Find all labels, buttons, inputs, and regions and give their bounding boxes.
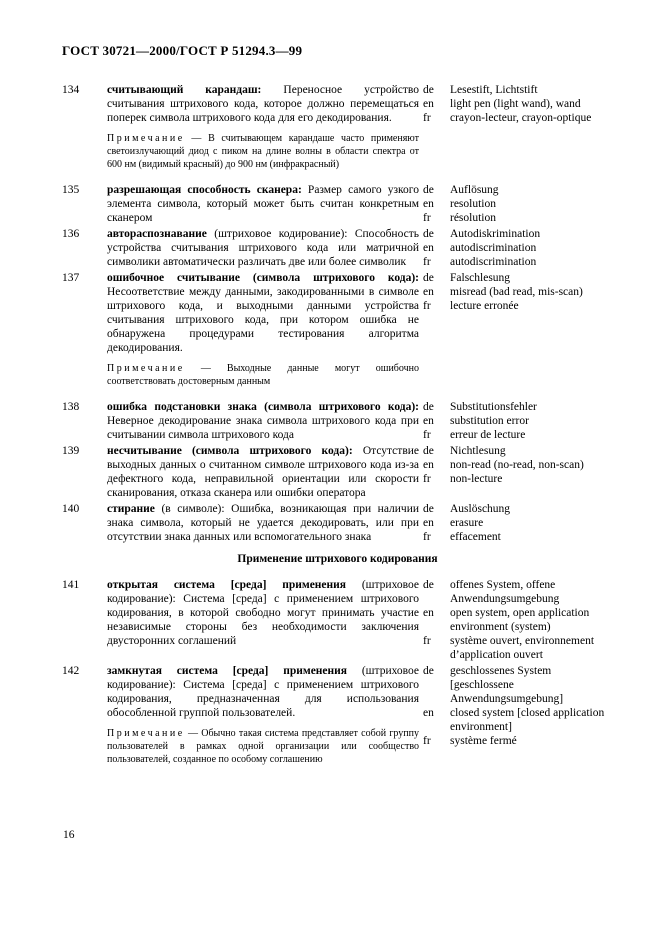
- term-note: [107, 727, 419, 766]
- term-entry-140: [62, 502, 613, 544]
- language-code: en: [423, 98, 434, 110]
- definition-text: Способность устройства считывания штрихового кода или матричной символики автоматически различать две или более символик: [107, 228, 419, 268]
- term-entry-137: [62, 271, 613, 398]
- term-body: [107, 578, 419, 662]
- term-title: считывающий карандаш:: [107, 84, 262, 96]
- translation-row: [423, 444, 613, 458]
- language-code: fr: [423, 429, 431, 441]
- translation-row: [423, 211, 613, 225]
- language-code: en: [423, 242, 434, 254]
- term-definition: [107, 83, 419, 125]
- translation-row: [423, 400, 613, 414]
- term-entry-139: [62, 444, 613, 500]
- language-code: de: [423, 665, 434, 677]
- term-entry-135: [62, 183, 613, 225]
- translation-row: [423, 530, 613, 544]
- note-text: — В считывающем карандаше часто применяют светоизлучающий диод с пиком на длине волны в области спектра от 600 нм (видимый красный) до 900 нм (инфракрасный): [107, 133, 420, 170]
- term-entry-142: [62, 664, 613, 776]
- translation-row: [423, 706, 613, 734]
- language-code: de: [423, 84, 434, 96]
- language-code: en: [423, 286, 434, 298]
- language-code: de: [423, 228, 434, 240]
- term-body: [107, 271, 419, 398]
- translation-text: Auflösung: [450, 184, 499, 196]
- term-body: [107, 444, 419, 500]
- term-title: открытая система [среда] применения: [107, 579, 347, 591]
- translation-row: [423, 634, 613, 662]
- translation-text: autodiscrimination: [450, 242, 537, 254]
- definition-text: Неверное декодирование знака символа штрихового кода при считывании символа штрихового кода: [107, 415, 419, 441]
- language-code: fr: [423, 112, 431, 124]
- term-definition: [107, 271, 419, 355]
- language-code: fr: [423, 212, 431, 224]
- language-code: en: [423, 607, 434, 619]
- term-body: [107, 83, 419, 181]
- term-title: автораспознавание: [107, 228, 207, 240]
- translation-row: [423, 97, 613, 111]
- translation-row: [423, 83, 613, 97]
- term-body: [107, 664, 419, 776]
- language-code: de: [423, 184, 434, 196]
- term-title: стирание: [107, 503, 155, 515]
- language-code: en: [423, 707, 434, 719]
- term-definition: [107, 400, 419, 442]
- language-code: de: [423, 272, 434, 284]
- term-definition: [107, 227, 419, 269]
- translation-text: effacement: [450, 531, 501, 543]
- translation-text: Auslöschung: [450, 503, 511, 515]
- definition-text: Система [среда] с применением штрихового кодирования, предназначенная для использования обособленной группой пользователей.: [107, 679, 420, 719]
- language-code: en: [423, 415, 434, 427]
- term-number: 135: [62, 184, 80, 196]
- term-entry-138: [62, 400, 613, 442]
- language-code: fr: [423, 531, 431, 543]
- definition-text: Ошибка, возникающая при наличии знака символа, который не удается декодировать, или при отсутствии знака данных или вспомогательного знака: [107, 503, 420, 543]
- note-label: Примечание: [107, 728, 185, 739]
- term-note: [107, 132, 419, 171]
- translations: [423, 400, 613, 442]
- translation-row: [423, 197, 613, 211]
- definition-text: Переносное устройство считывания штрихового кода, которое должно перемещаться поперек символа штрихового кода для его декодирования.: [107, 84, 420, 124]
- language-code: de: [423, 503, 434, 515]
- translation-text: Lesestift, Lichtstift: [450, 84, 538, 96]
- translations: [423, 502, 613, 544]
- translation-text: erasure: [450, 517, 484, 529]
- translation-text: Autodiskrimination: [450, 228, 541, 240]
- definition-text: Размер самого узкого элемента символа, который может быть считан конкретным сканером: [107, 184, 419, 224]
- term-title: несчитывание (символа штрихового кода):: [107, 445, 353, 457]
- language-code: de: [423, 445, 434, 457]
- translations: [423, 444, 613, 500]
- translation-text: crayon-lecteur, crayon-optique: [450, 112, 592, 124]
- term-entry-134: [62, 83, 613, 181]
- translation-text: misread (bad read, mis-scan): [450, 286, 583, 298]
- language-code: en: [423, 517, 434, 529]
- note-label: Примечание: [107, 133, 185, 144]
- translation-text: Falschlesung: [450, 272, 511, 284]
- term-number: 137: [62, 272, 80, 284]
- term-qualifier: (в символе):: [161, 503, 225, 515]
- language-code: fr: [423, 635, 431, 647]
- translation-row: [423, 414, 613, 428]
- note-text: — Обычно такая система представляет собой группу пользователей в рамках одной организации или сообщество пользователей, созданное по особому соглашению: [107, 728, 419, 765]
- translation-text: open system, open application environment (system): [450, 607, 590, 633]
- translation-text: erreur de lecture: [450, 429, 526, 441]
- term-body: [107, 502, 419, 544]
- translation-row: [423, 472, 613, 486]
- term-qualifier: (штриховое кодирование):: [214, 228, 348, 240]
- translation-row: [423, 578, 613, 606]
- term-number: 140: [62, 503, 80, 515]
- term-number: 134: [62, 84, 80, 96]
- term-body: [107, 400, 419, 442]
- translation-row: [423, 502, 613, 516]
- section-heading: Применение штрихового кодирования: [237, 553, 438, 565]
- term-qualifier: (штриховое кодирование):: [107, 665, 420, 691]
- term-note: [107, 362, 419, 388]
- language-code: de: [423, 401, 434, 413]
- language-code: fr: [423, 300, 431, 312]
- translation-text: autodiscrimination: [450, 256, 537, 268]
- term-number: 142: [62, 665, 80, 677]
- translation-row: [423, 734, 613, 748]
- term-definition: [107, 664, 419, 720]
- translation-text: système ouvert, environnement d’application ouvert: [450, 635, 595, 661]
- term-body: [107, 183, 419, 225]
- translation-text: geschlossenes System [geschlossene Anwendungsumgebung]: [450, 665, 564, 705]
- translation-text: résolution: [450, 212, 496, 224]
- translations: [423, 83, 613, 181]
- note-text: — Выходные данные могут ошибочно соответствовать достоверным данным: [107, 363, 420, 387]
- translation-row: [423, 299, 613, 313]
- translation-row: [423, 241, 613, 255]
- translations: [423, 183, 613, 225]
- term-definition: [107, 502, 419, 544]
- translation-text: lecture erronée: [450, 300, 519, 312]
- definition-text: Несоответствие между данными, закодированными в символе штрихового кода, и выходными данными устройства считывания штрихового кода, при котором ошибка не обнаружена процедурами тестирования алгоритма декодирования.: [107, 286, 419, 354]
- translation-row: [423, 664, 613, 706]
- term-entry-141: [62, 578, 613, 662]
- definition-text: Система [среда] с применением штрихового кодирования, в которой свободно могут принимать участие независимые стороны без необходимости заключения двусторонних соглашений: [107, 593, 420, 647]
- definition-text: Отсутствие выходных данных о считанном символе штрихового кода из-за дефектного кода, неправильной ориентации или скорости сканирования, отказа сканера или ошибки оператора: [107, 445, 420, 499]
- term-definition: [107, 578, 419, 648]
- translation-text: non-read (no-read, non-scan): [450, 459, 584, 471]
- translation-row: [423, 183, 613, 197]
- term-title: ошибочное считывание (символа штрихового кода):: [107, 272, 419, 284]
- term-body: [107, 227, 419, 269]
- translations: [423, 271, 613, 398]
- term-number: 139: [62, 445, 80, 457]
- term-entry-136: [62, 227, 613, 269]
- term-title: ошибка подстановки знака (символа штрихового кода):: [107, 401, 419, 413]
- language-code: fr: [423, 735, 431, 747]
- translation-text: offenes System, offene Anwendungsumgebung: [450, 579, 560, 605]
- translation-row: [423, 285, 613, 299]
- translation-row: [423, 428, 613, 442]
- translation-row: [423, 227, 613, 241]
- translation-text: substitution error: [450, 415, 529, 427]
- term-title: разрешающая способность сканера:: [107, 184, 302, 196]
- term-title: замкнутая система [среда] применения: [107, 665, 348, 677]
- translation-row: [423, 271, 613, 285]
- document-header: ГОСТ 30721—2000/ГОСТ Р 51294.3—99: [62, 43, 303, 58]
- language-code: de: [423, 579, 434, 591]
- translation-text: light pen (light wand), wand: [450, 98, 581, 110]
- translations: [423, 578, 613, 662]
- term-qualifier: (штриховое кодирование):: [107, 579, 419, 605]
- term-definition: [107, 183, 419, 225]
- translation-text: Substitutionsfehler: [450, 401, 537, 413]
- translation-row: [423, 606, 613, 634]
- translation-row: [423, 458, 613, 472]
- term-definition: [107, 444, 419, 500]
- term-number: 136: [62, 228, 80, 240]
- language-code: fr: [423, 473, 431, 485]
- translation-text: Nichtlesung: [450, 445, 506, 457]
- translation-row: [423, 111, 613, 125]
- language-code: en: [423, 198, 434, 210]
- term-number: 141: [62, 579, 80, 591]
- translation-text: closed system [closed application environment]: [450, 707, 605, 733]
- translation-row: [423, 255, 613, 269]
- language-code: en: [423, 459, 434, 471]
- page-number: 16: [63, 829, 75, 841]
- translation-row: [423, 516, 613, 530]
- language-code: fr: [423, 256, 431, 268]
- note-label: Примечание: [107, 363, 185, 374]
- translation-text: non-lecture: [450, 473, 503, 485]
- term-number: 138: [62, 401, 80, 413]
- translation-text: système fermé: [450, 735, 517, 747]
- translations: [423, 227, 613, 269]
- translation-text: resolution: [450, 198, 496, 210]
- translations: [423, 664, 613, 776]
